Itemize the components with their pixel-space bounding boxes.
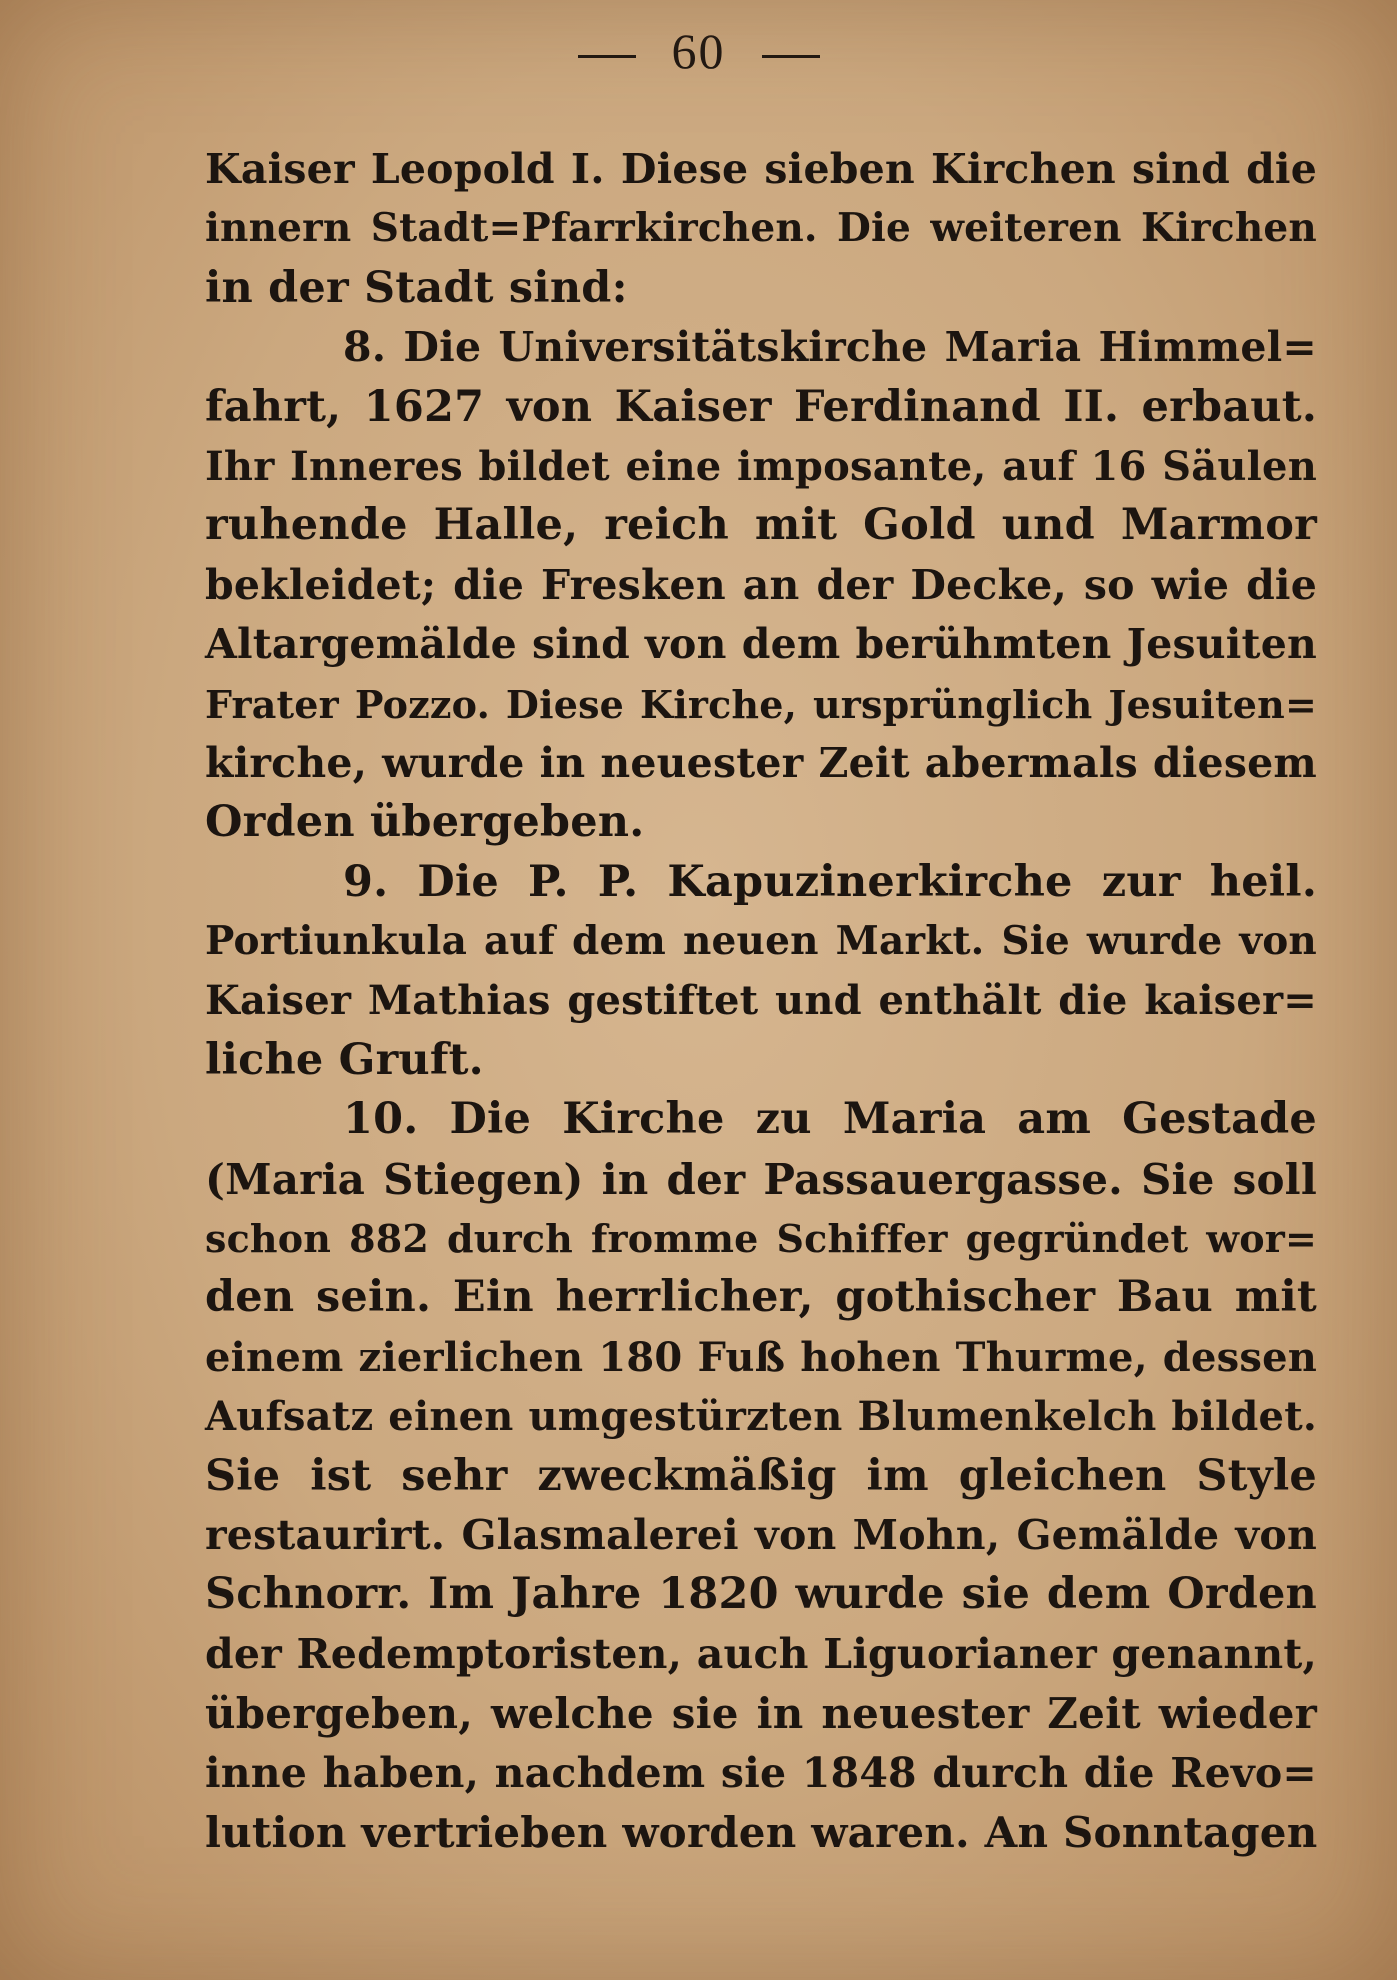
text-line: übergeben, welche sie in neuester Zeit wieder	[205, 1689, 1317, 1739]
text-line: (Maria Stiegen) in der Passauergasse. Sie soll	[205, 1154, 1317, 1204]
text-line: ruhende Halle, reich mit Gold und Marmor	[205, 500, 1317, 551]
text-line: den sein. Ein herrlicher, gothischer Bau mit	[205, 1272, 1317, 1323]
page-number: 60	[671, 23, 726, 79]
text-line: Ihr Inneres bildet eine imposante, auf 16 Säulen	[205, 442, 1317, 490]
text-line: innern Stadt=Pfarrkirchen. Die weiteren Kirchen	[205, 205, 1317, 252]
text-line: kirche, wurde in neuester Zeit abermals diesem	[205, 738, 1317, 787]
text-line: 8. Die Universitätskirche Maria Himmel=	[343, 323, 1317, 372]
text-line: der Redemptoristen, auch Liguorianer genannt,	[205, 1629, 1317, 1678]
text-line: schon 882 durch fromme Schiffer gegründet wor=	[205, 1216, 1317, 1262]
text-line: fahrt, 1627 von Kaiser Ferdinand II. erbaut.	[205, 381, 1317, 432]
text-line: in der Stadt sind:	[205, 262, 628, 313]
text-line: einem zierlichen 180 Fuß hohen Thurme, dessen	[205, 1333, 1317, 1381]
text-line: liche Gruft.	[205, 1034, 484, 1085]
text-line: Frater Pozzo. Diese Kirche, ursprünglich Jesuiten=	[205, 681, 1317, 727]
text-line: Orden übergeben.	[205, 797, 645, 848]
body-text	[205, 140, 1317, 1862]
text-line: 10. Die Kirche zu Maria am Gestade	[343, 1094, 1317, 1145]
text-line: 9. Die P. P. Kapuzinerkirche zur heil.	[343, 856, 1317, 907]
text-line: lution vertrieben worden waren. An Sonntagen	[205, 1807, 1318, 1857]
right-dash	[762, 55, 820, 58]
page-number-header	[0, 22, 1397, 80]
text-line: bekleidet; die Fresken an der Decke, so wie die	[205, 560, 1317, 609]
text-line: Aufsatz einen umgestürzten Blumenkelch bildet.	[205, 1393, 1317, 1441]
text-line: inne haben, nachdem sie 1848 durch die Revo=	[205, 1748, 1317, 1797]
text-line: Kaiser Leopold I. Diese sieben Kirchen sind die	[205, 145, 1317, 193]
text-line: restaurirt. Glasmalerei von Mohn, Gemälde von	[205, 1510, 1317, 1559]
text-line: Altargemälde sind von dem berühmten Jesuiten	[205, 620, 1317, 669]
left-dash	[578, 55, 636, 58]
text-line: Kaiser Mathias gestiftet und enthält die kaiser=	[205, 977, 1317, 1025]
text-line: Schnorr. Im Jahre 1820 wurde sie dem Orden	[205, 1569, 1317, 1620]
text-line: Sie ist sehr zweckmäßig im gleichen Style	[205, 1450, 1317, 1501]
text-line: Portiunkula auf dem neuen Markt. Sie wurde von	[205, 918, 1317, 965]
